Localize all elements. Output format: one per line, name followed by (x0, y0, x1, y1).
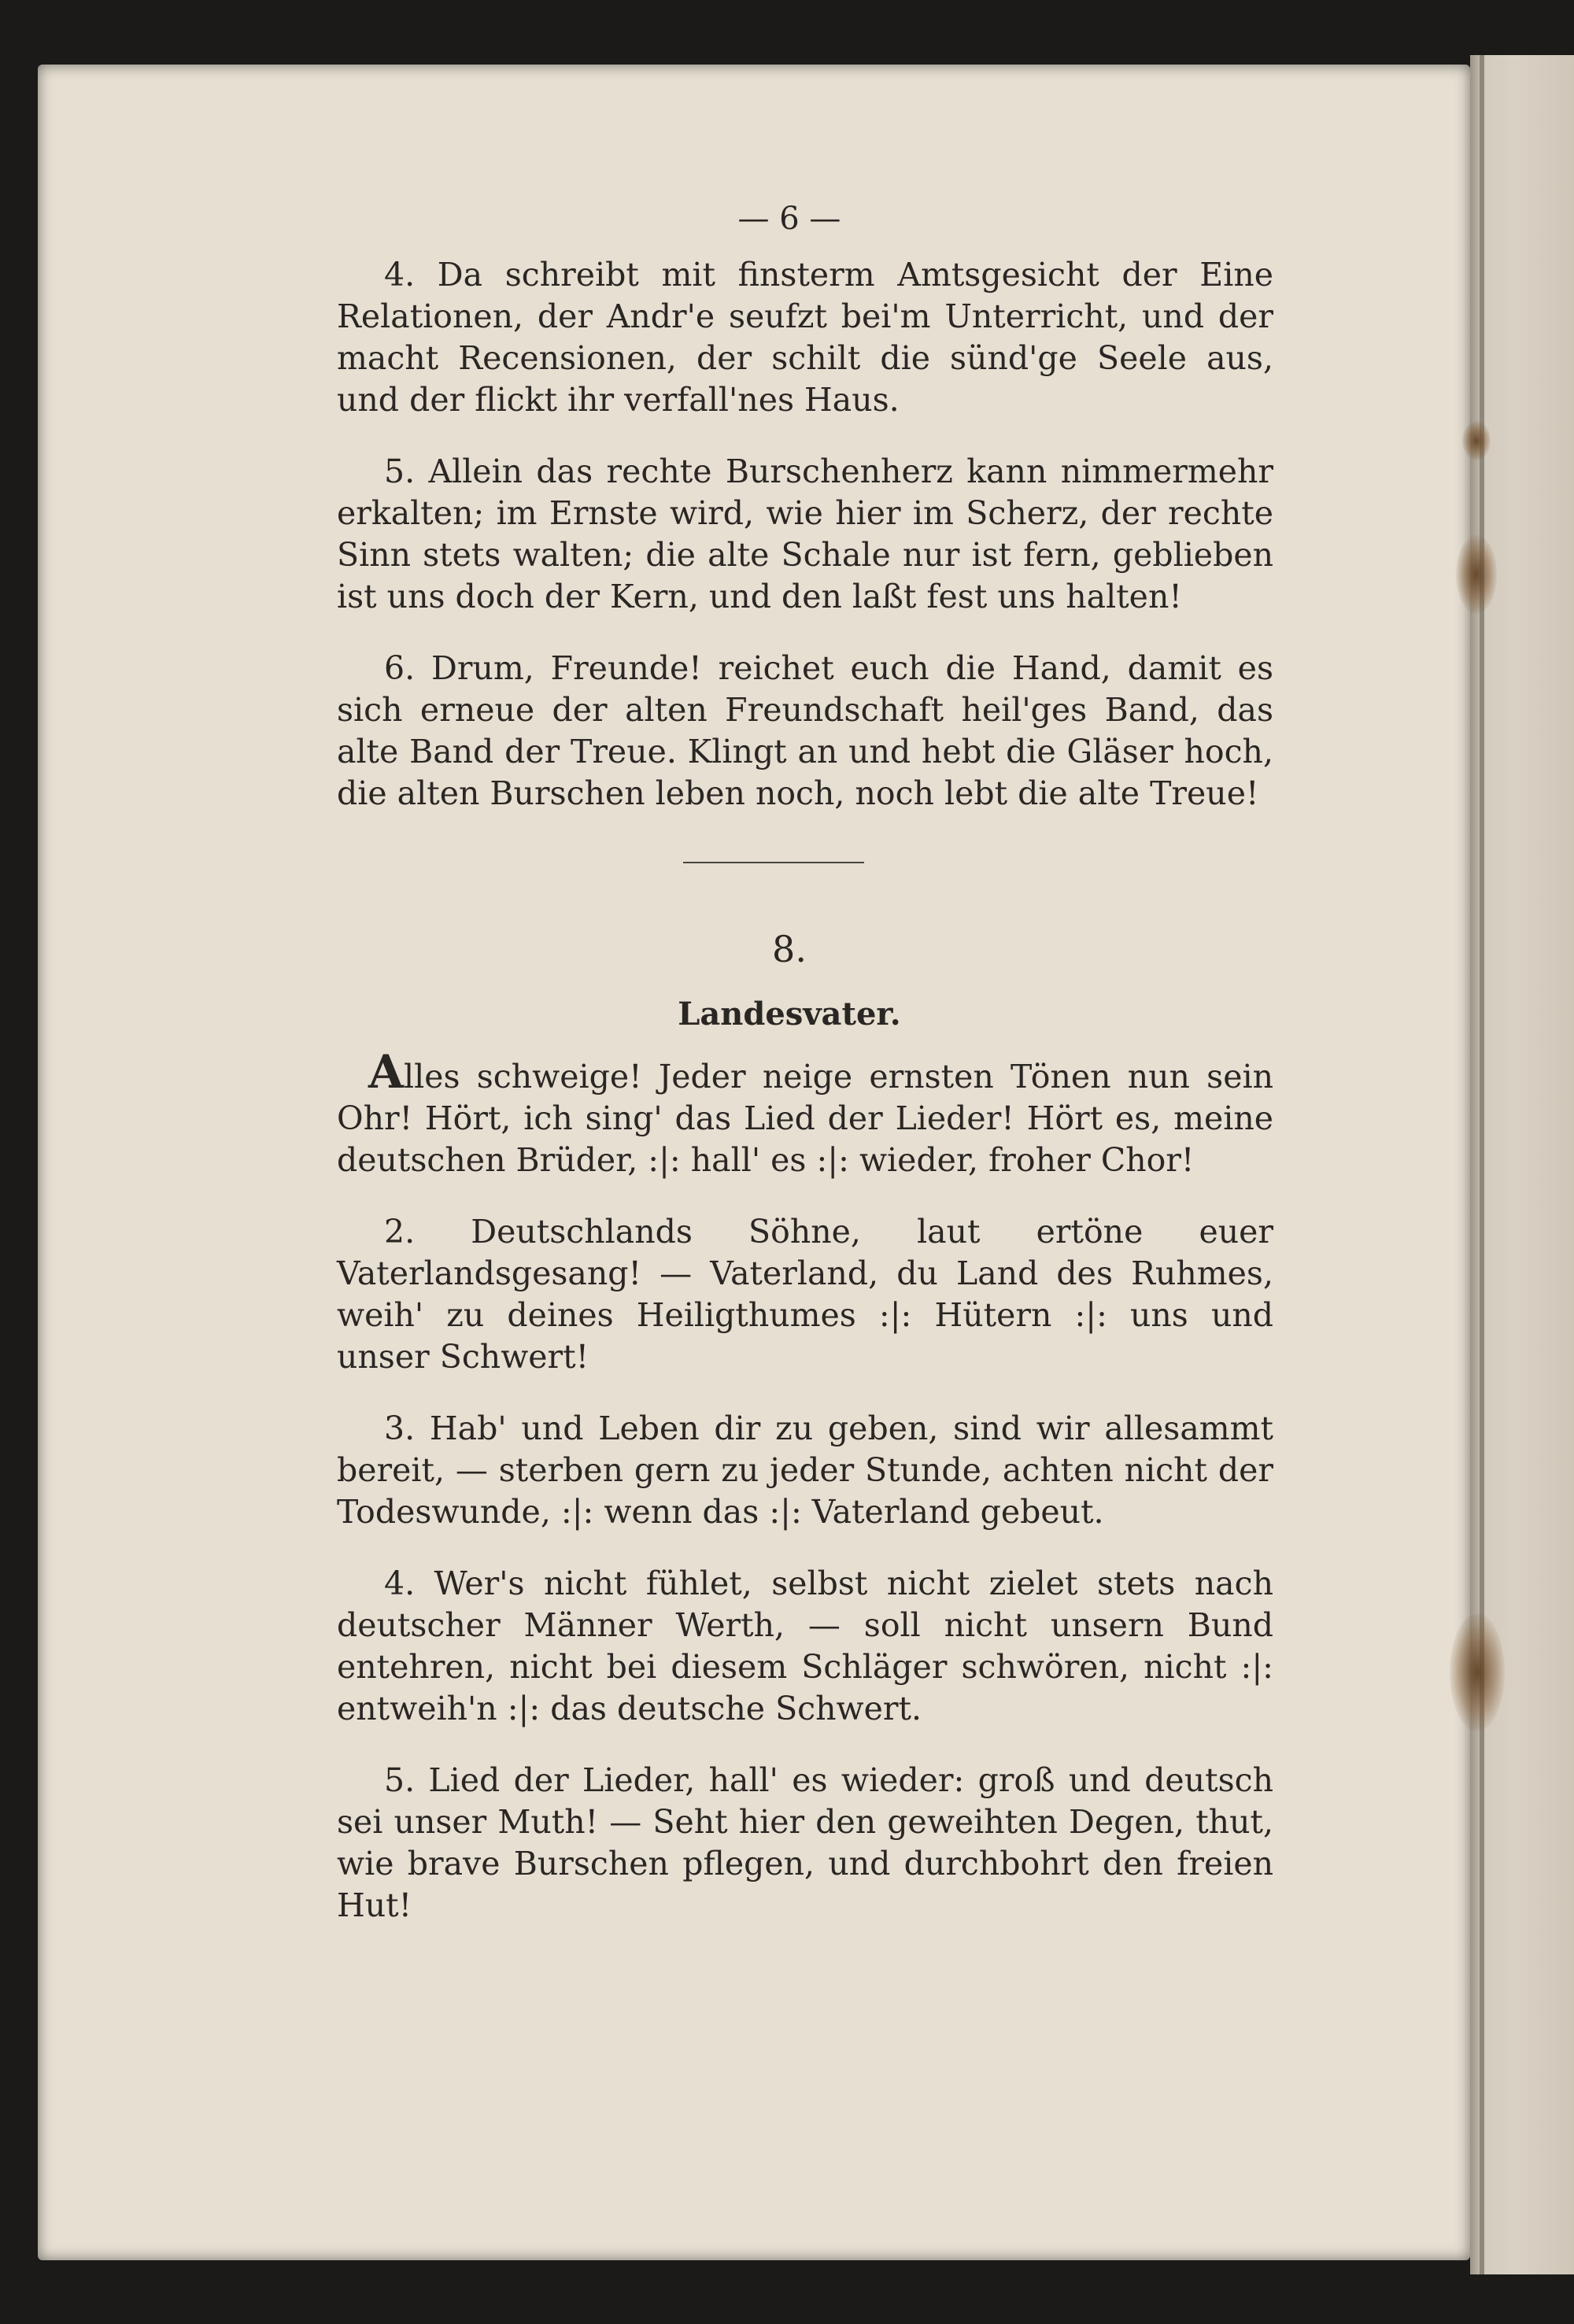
drop-initial: A (368, 1045, 405, 1099)
previous-song-stanza-6: 6. Drum, Freunde! reichet euch die Hand, damit es sich erneue der alten Freundschaft heil'ges Band, das alte Band der Treue. Klingt an und hebt die Gläser hoch, die alten Burschen leben noch, noch lebt die alte Treue! (337, 649, 1273, 812)
previous-song-stanza-5: 5. Allein das rechte Burschenherz kann nimmermehr erkalten; im Ernste wird, wie hier im Scherz, der rechte Sinn stets walten; die alte Schale nur ist fern, geblieben ist uns doch der Kern, und den laßt fest uns halten! (337, 453, 1273, 615)
book-gutter (1480, 55, 1484, 2274)
page-number: — 6 — (737, 201, 841, 237)
book-page-edge (1470, 55, 1574, 2274)
foxing-stain (1462, 421, 1491, 460)
foxing-stain (1456, 535, 1497, 614)
section-divider (683, 862, 864, 863)
previous-song-stanza-4: 4. Da schreibt mit finsterm Amtsgesicht der Eine Relationen, der Andr'e seufzt bei'm Unterricht, und der macht Recensionen, der schilt die sünd'ge Seele aus, und der flickt ihr verfall'nes Haus. (337, 256, 1273, 419)
song-stanza-5: 5. Lied der Lieder, hall' es wieder: groß und deutsch sei unser Muth! — Seht hier den geweihten Degen, thut, wie brave Burschen pflegen, und durchbohrt den freien Hut! (337, 1761, 1273, 1924)
page-content (337, 201, 1273, 1956)
foxing-stain (1450, 1613, 1505, 1731)
song-stanza-1 (337, 1045, 1273, 1181)
song-stanza-3: 3. Hab' und Leben dir zu geben, sind wir allesammt bereit, — sterben gern zu jeder Stunde, achten nicht der Todeswunde, :|: wenn das :|: Vaterland gebeut. (337, 1410, 1273, 1531)
song-title: Landesvater. (678, 996, 901, 1033)
song-stanza-2: 2. Deutschlands Söhne, laut ertöne euer Vaterlandsgesang! — Vaterland, du Land des Ruhmes, weih' zu deines Heiligthumes :|: Hütern :|: uns und unser Schwert! (337, 1213, 1273, 1376)
song-stanza-4: 4. Wer's nicht fühlet, selbst nicht zielet stets nach deutscher Männer Werth, — soll nicht unsern Bund entehren, nicht bei diesem Schläger schwören, nicht :|: entweih'n :|: das deutsche Schwert. (337, 1565, 1273, 1727)
song-number: 8. (772, 928, 807, 970)
stanza-text: lles schweige! Jeder neige ernsten Tönen nun sein Ohr! Hört, ich sing' das Lied der Lieder! Hört es, meine deutschen Brüder, :|: hall' es :|: wieder, froher Chor! (337, 1058, 1273, 1179)
